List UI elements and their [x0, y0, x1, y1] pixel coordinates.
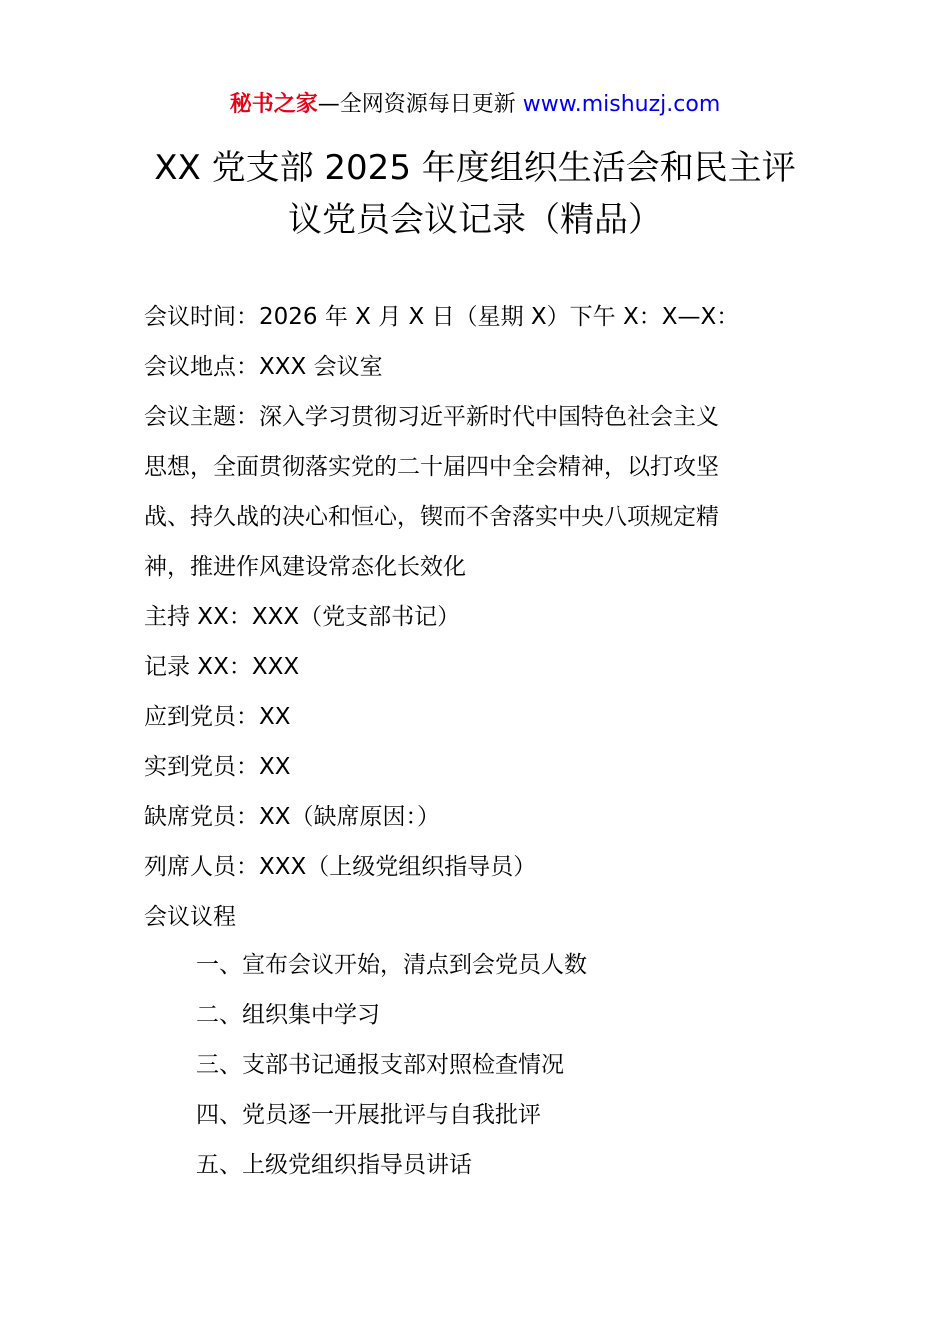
meeting-topic-line-1: 会议主题：深入学习贯彻习近平新时代中国特色社会主义	[144, 404, 719, 430]
page-header	[0, 88, 950, 122]
site-tagline: —全网资源每日更新	[317, 92, 523, 117]
absent-members: 缺席党员：XX（缺席原因：）	[144, 804, 441, 830]
agenda-item: 一、宣布会议开始，清点到会党员人数	[196, 952, 587, 978]
agenda-list	[196, 940, 796, 1190]
title-line-2: 议党员会议记录（精品）	[288, 200, 662, 240]
site-brand: 秘书之家	[229, 92, 318, 117]
meeting-topic-line-3: 战、持久战的决心和恒心，锲而不舍落实中央八项规定精	[144, 504, 719, 530]
document-title	[100, 142, 850, 246]
meeting-topic-line-2: 思想，全面贯彻落实党的二十届四中全会精神，以打攻坚	[144, 454, 719, 480]
meeting-time: 会议时间：2026 年 X 月 X 日（星期 X）下午 X：X—X：	[144, 304, 740, 330]
agenda-item: 四、党员逐一开展批评与自我批评	[196, 1102, 541, 1128]
agenda-item: 二、组织集中学习	[196, 1002, 380, 1028]
agenda-item: 五、上级党组织指导员讲话	[196, 1152, 472, 1178]
meeting-location: 会议地点：XXX 会议室	[144, 354, 383, 380]
expected-attendance: 应到党员：XX	[144, 704, 291, 730]
meeting-host: 主持 XX：XXX（党支部书记）	[144, 604, 461, 630]
agenda-heading: 会议议程	[144, 904, 236, 930]
actual-attendance: 实到党员：XX	[144, 754, 291, 780]
meeting-recorder: 记录 XX：XXX	[144, 654, 300, 680]
agenda-item: 三、支部书记通报支部对照检查情况	[196, 1052, 564, 1078]
title-line-1: XX 党支部 2025 年度组织生活会和民主评	[154, 148, 796, 188]
meeting-topic-line-4: 神，推进作风建设常态化长效化	[144, 554, 466, 580]
observers: 列席人员：XXX（上级党组织指导员）	[144, 854, 537, 880]
site-url-link[interactable]: www.mishuzj.com	[522, 92, 721, 117]
meeting-info	[144, 292, 794, 942]
